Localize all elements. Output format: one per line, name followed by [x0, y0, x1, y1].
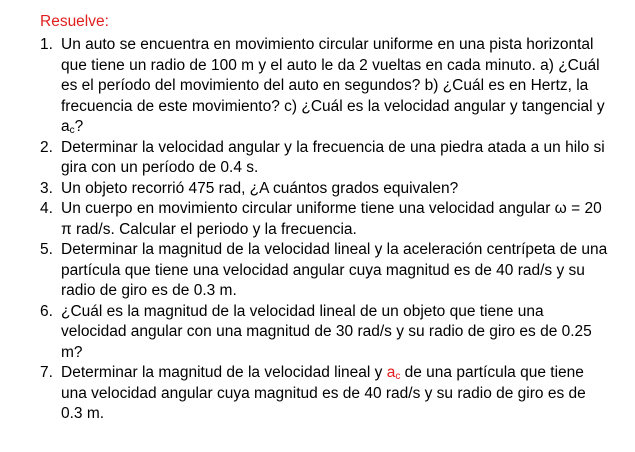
problem-item-7: [40, 363, 608, 425]
problem-number: 5.: [40, 241, 53, 258]
problem-item-3: [40, 179, 608, 200]
problem-item-4: [40, 199, 608, 240]
problem-text-part: Determinar la magnitud de la velocidad lineal y: [61, 364, 387, 381]
problem-text: Un cuerpo en movimiento circular uniforme tiene una velocidad angular ω = 20 π rad/s. Calcular el periodo y la frecuencia.: [61, 200, 602, 238]
problem-number: 4.: [40, 200, 53, 217]
problem-text-part: ?: [74, 118, 84, 135]
problem-text: Determinar la magnitud de la velocidad lineal y la aceleración centrípeta de una partícula que tiene una velocidad angular cuya magnitud es de 40 rad/s y su radio de giro es de 0.3 m.: [61, 241, 608, 299]
problem-item-5: [40, 240, 608, 302]
problem-text: Un objeto recorrió 475 rad, ¿A cuántos grados equivalen?: [61, 179, 459, 197]
problem-item-6: [40, 302, 608, 364]
problem-number: 6.: [40, 302, 53, 320]
problem-text: ¿Cuál es la magnitud de la velocidad lineal de un objeto que tiene una velocidad angular con una magnitud de 30 rad/s y su radio de giro es de 0.25 m?: [61, 302, 592, 361]
problem-item-1: [40, 35, 608, 138]
problem-number: 7.: [40, 364, 53, 381]
problem-list: [40, 35, 608, 425]
red-subscript-c: c: [395, 371, 401, 382]
problem-text: Determinar la velocidad angular y la frecuencia de una piedra atada a un hilo si gira con un período de 0.4 s.: [61, 138, 605, 176]
red-symbol-a: a: [386, 364, 396, 381]
subscript-c: c: [69, 125, 75, 136]
problem-item-2: [40, 138, 608, 179]
problem-text-part: Un auto se encuentra en movimiento circular uniforme en una pista horizontal que tiene un radio de 100 m y el auto le da 2 vueltas en cada minuto. a) ¿Cuál es el período del movimiento del auto en segundos? b) ¿Cuál es en Hertz, la frecuencia de este movimiento? c) ¿Cuál es la velocidad angular y tangencial y a: [61, 36, 605, 135]
heading-resuelve: Resuelve:: [40, 13, 109, 30]
problem-text-part: de una partícula que tiene una velocidad angular cuya magnitud es de 40 rad/s y su radio de giro es de 0.3 m.: [61, 364, 586, 422]
problem-number: 3.: [40, 179, 53, 197]
problem-number: 2.: [40, 138, 53, 156]
problem-number: 1.: [40, 36, 53, 53]
